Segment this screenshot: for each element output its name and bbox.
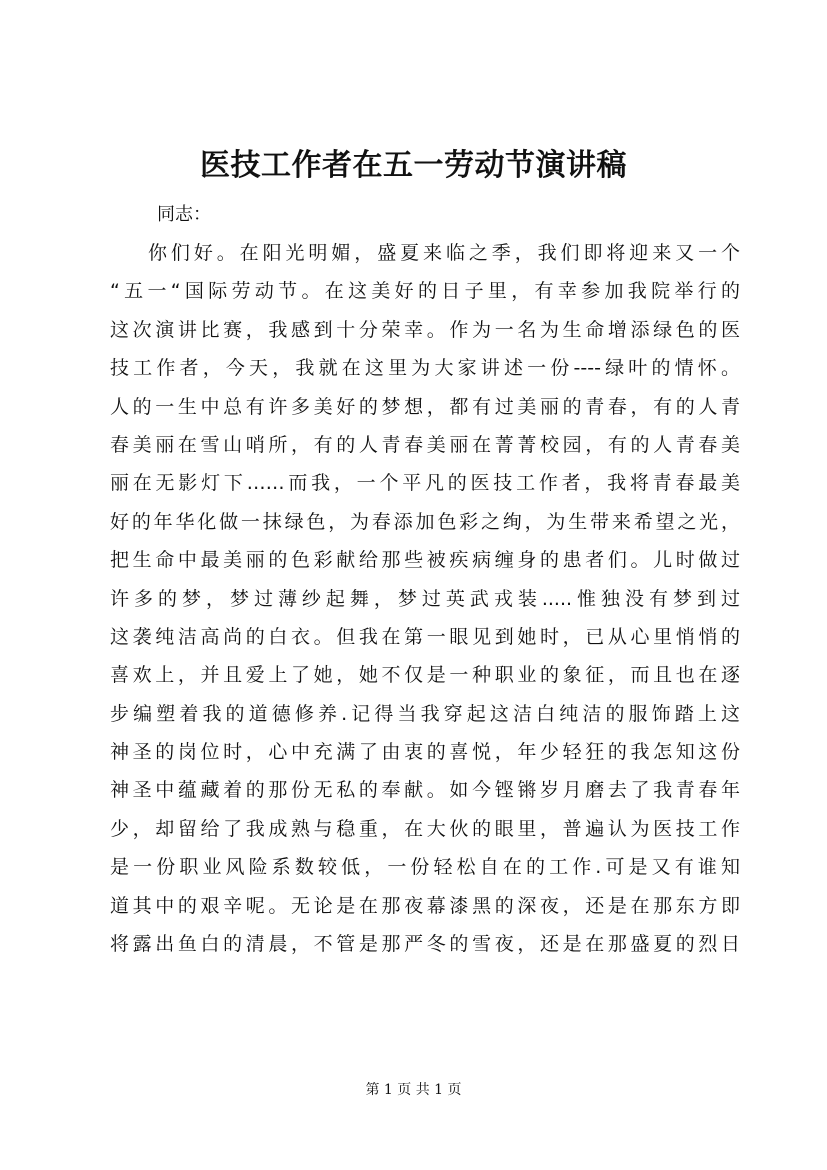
text-line: 将露出鱼白的清晨，不管是那严冬的雪夜，还是在那盛夏的烈日 (110, 933, 740, 956)
page-number: 第 1 页 共 1 页 (365, 1082, 462, 1098)
text-line: 你们好。在阳光明媚，盛夏来临之季，我们即将迎来又一个 (148, 242, 740, 264)
text-line: 好的年华化做一抹绿色，为春添加色彩之绚，为生带来希望之光， (110, 510, 740, 533)
text-line: 步编塑着我的道德修养.记得当我穿起这洁白纯洁的服饰踏上这 (110, 702, 740, 725)
text-line: 春美丽在雪山哨所，有的人青春美丽在菁菁校园，有的人青春美 (110, 433, 740, 456)
body-text (110, 234, 740, 963)
text-line: 技工作者，今天，我就在这里为大家讲述一份----绿叶的情怀。 (110, 357, 740, 380)
document-title: 医技工作者在五一劳动节演讲稿 (200, 148, 627, 183)
salutation: 同志： (157, 204, 211, 225)
text-line: 喜欢上，并且爱上了她，她不仅是一种职业的象征，而且也在逐 (110, 664, 740, 687)
text-line: 把生命中最美丽的色彩献给那些被疾病缠身的患者们。儿时做过 (110, 549, 740, 572)
text-line: 丽在无影灯下……而我，一个平凡的医技工作者，我将青春最美 (110, 472, 740, 495)
text-line: 这袭纯洁高尚的白衣。但我在第一眼见到她时，已从心里悄悄的 (110, 625, 740, 648)
text-line: “五一“国际劳动节。在这美好的日子里，有幸参加我院举行的 (110, 280, 740, 303)
text-line: 神圣中蕴藏着的那份无私的奉献。如今铿锵岁月磨去了我青春年 (110, 779, 740, 802)
text-line: 许多的梦，梦过薄纱起舞，梦过英武戎装.....惟独没有梦到过 (110, 587, 740, 610)
text-line: 这次演讲比赛，我感到十分荣幸。作为一名为生命增添绿色的医 (110, 318, 740, 341)
text-line: 少，却留给了我成熟与稳重，在大伙的眼里，普遍认为医技工作 (110, 817, 740, 840)
text-line: 道其中的艰辛呢。无论是在那夜幕漆黑的深夜，还是在那东方即 (110, 894, 740, 917)
text-line: 人的一生中总有许多美好的梦想，都有过美丽的青春，有的人青 (110, 395, 740, 418)
text-line: 神圣的岗位时，心中充满了由衷的喜悦，年少轻狂的我怎知这份 (110, 741, 740, 764)
text-line: 是一份职业风险系数较低，一份轻松自在的工作.可是又有谁知 (110, 856, 740, 879)
